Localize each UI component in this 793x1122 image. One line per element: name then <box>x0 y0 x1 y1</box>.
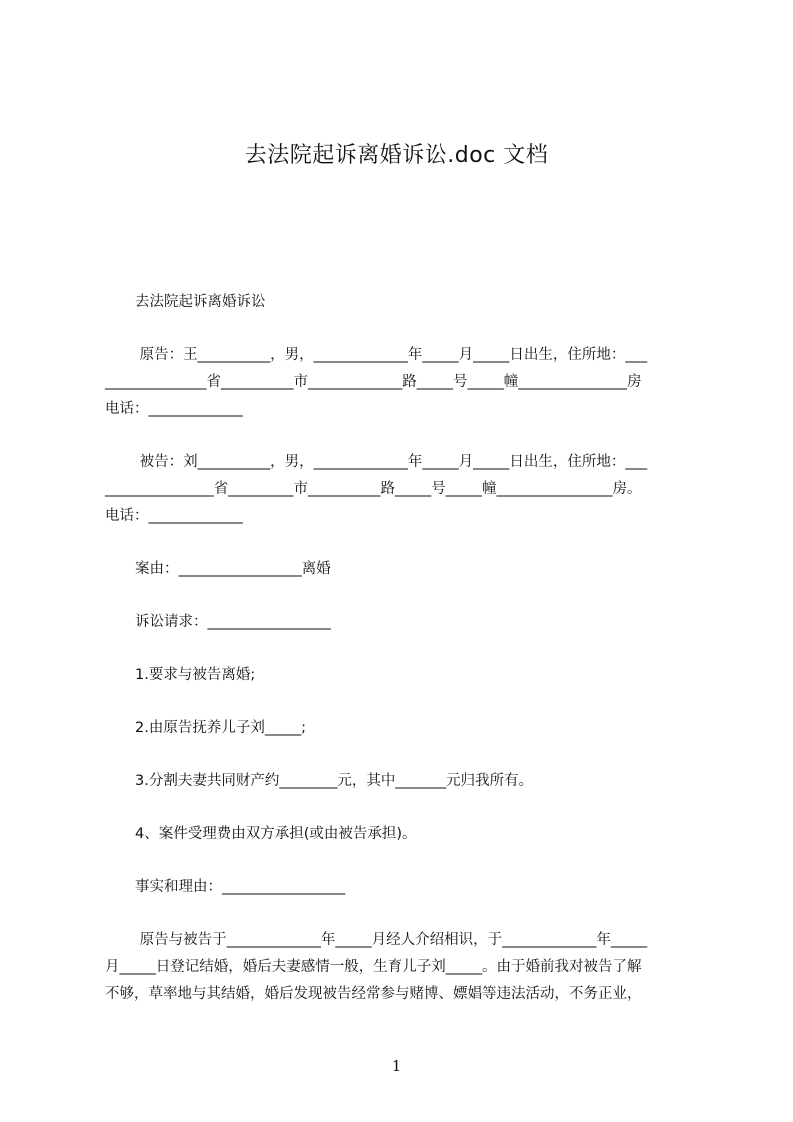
facts-line-2: 月_____日登记结婚，婚后夫妻感情一般，生育儿子刘_____。由于婚前我对被告了解 <box>105 959 642 975</box>
claims-heading: 诉讼请求：_________________ <box>135 614 331 630</box>
facts-heading: 事实和理由：_________________ <box>135 879 346 895</box>
claim-item-1: 1.要求与被告离婚; <box>135 667 256 683</box>
facts-line-3: 不够，草率地与其结婚，婚后发现被告经常参与赌博、嫖娼等违法活动，不务正业， <box>105 986 642 1002</box>
plaintiff-line-2: ______________省__________市_____________路_____号_____幢_______________房 <box>105 374 642 390</box>
claim-item-3: 3.分割夫妻共同财产约________元，其中_______元归我所有。 <box>135 773 534 789</box>
facts-line-1: 原告与被告于_____________年_____月经人介绍相识，于_____________年_____ <box>135 932 648 948</box>
page-number: 1 <box>391 1057 402 1075</box>
defendant-line-1: 被告：刘__________，男，_____________年_____月_____日出生，住所地：___ <box>135 454 648 470</box>
claim-item-2: 2.由原告抚养儿子刘_____; <box>135 720 306 736</box>
claim-item-4: 4、案件受理费由双方承担(或由被告承担)。 <box>135 826 417 842</box>
defendant-phone: 电话：_____________ <box>105 508 243 524</box>
plaintiff-phone: 电话：_____________ <box>105 401 243 417</box>
document-title: 去法院起诉离婚诉讼.doc 文档 <box>244 143 549 168</box>
case-cause: 案由：_________________离婚 <box>135 561 331 577</box>
plaintiff-line-1: 原告：王__________，男，_____________年_____月_____日出生，住所地：___ <box>135 347 648 363</box>
defendant-line-2: _______________省_________市__________路_____号_____幢________________房。 <box>105 481 642 497</box>
case-heading: 去法院起诉离婚诉讼 <box>135 294 266 310</box>
